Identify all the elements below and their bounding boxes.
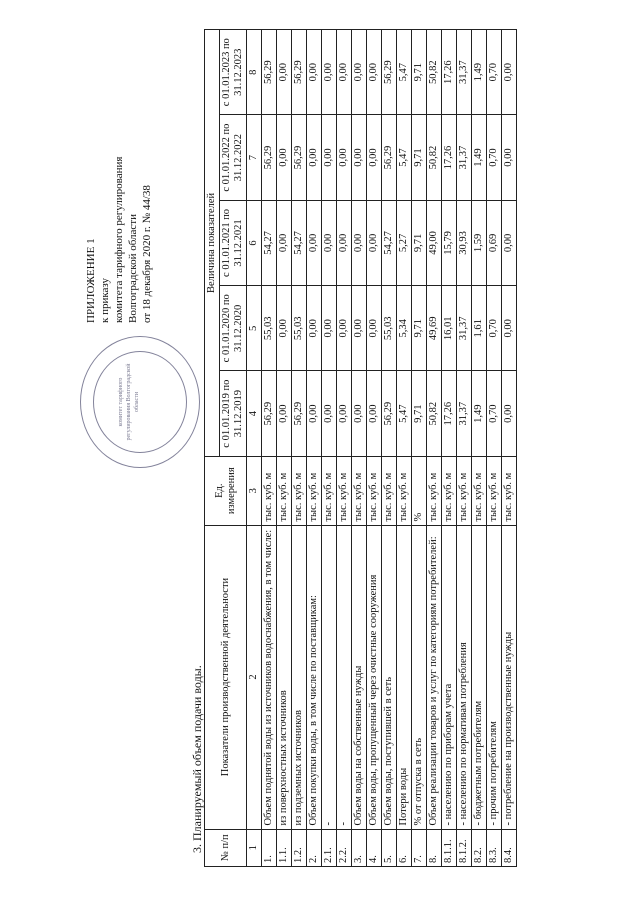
row-indicator: - прочим потребителям [487,525,502,829]
row-number: 8.2. [472,829,487,866]
row-unit: тыс. куб. м [397,456,412,525]
row-indicator: Потери воды [397,525,412,829]
row-value: 0,00 [337,370,352,455]
header-period: с 01.01.2022 по 31.12.2022 [220,114,247,199]
table-row [487,29,502,866]
row-value: 54,27 [292,200,307,285]
header-period: с 01.01.2019 по 31.12.2019 [220,370,247,455]
row-indicator: Объем поднятой воды из источников водоснабжения, в том числе: [262,525,277,829]
row-value: 0,00 [367,370,382,455]
row-indicator: - потребление на производственные нужды [502,525,517,829]
header-period: с 01.01.2023 по 31.12.2023 [220,29,247,114]
row-value: 50,82 [427,370,442,455]
row-value: 1,49 [472,114,487,199]
table-header-row [205,29,220,866]
row-value: 49,00 [427,200,442,285]
row-number: 4. [367,829,382,866]
row-indicator: - бюджетным потребителям [472,525,487,829]
row-value: 5,47 [397,370,412,455]
table-row [397,29,412,866]
row-unit: % [412,456,427,525]
row-value: 56,29 [292,114,307,199]
row-value: 17,26 [442,114,457,199]
row-value: 0,00 [502,370,517,455]
row-value: 56,29 [382,370,397,455]
row-value: 9,71 [412,114,427,199]
row-unit: тыс. куб. м [292,456,307,525]
row-value: 0,00 [277,285,292,370]
row-unit: тыс. куб. м [262,456,277,525]
table-row [502,29,517,866]
row-value: 0,00 [352,370,367,455]
row-value: 0,00 [502,114,517,199]
row-value: 0,00 [277,29,292,114]
row-value: 0,00 [367,29,382,114]
index-cell: 6 [247,200,262,285]
header-values-group: Величина показателей [205,29,220,456]
row-value: 0,00 [352,285,367,370]
row-value: 54,27 [262,200,277,285]
table-row [352,29,367,866]
row-value: 9,71 [412,285,427,370]
row-unit: тыс. куб. м [427,456,442,525]
row-value: 0,00 [307,200,322,285]
index-cell: 2 [247,525,262,829]
row-indicator: Объем реализации товаров и услуг по категориям потребителей: [427,525,442,829]
header-indicator: Показатели производственной деятельности [205,525,247,829]
row-unit: тыс. куб. м [337,456,352,525]
appendix-date: от 18 декабря 2020 г. № 44/38 [141,184,153,323]
table-row [262,29,277,866]
appendix-order: к приказу [99,277,111,323]
row-value: 0,00 [307,29,322,114]
row-value: 56,29 [292,370,307,455]
row-value: 0,00 [352,200,367,285]
header-unit: Ед. измерения [205,456,247,525]
row-value: 17,26 [442,370,457,455]
row-value: 55,03 [262,285,277,370]
row-value: 56,29 [262,370,277,455]
row-number: 6. [397,829,412,866]
row-value: 9,71 [412,370,427,455]
index-cell: 8 [247,29,262,114]
table-row [472,29,487,866]
row-value: 0,00 [322,285,337,370]
row-value: 55,03 [382,285,397,370]
row-unit: тыс. куб. м [472,456,487,525]
appendix-committee: комитета тарифного регулирования [113,156,125,323]
table-row [427,29,442,866]
row-value: 0,00 [352,29,367,114]
row-number: 1. [262,829,277,866]
row-value: 0,00 [277,114,292,199]
row-value: 5,47 [397,114,412,199]
row-value: 30,93 [457,200,472,285]
index-cell: 1 [247,829,262,866]
header-period: с 01.01.2020 по 31.12.2020 [220,285,247,370]
table-row [292,29,307,866]
row-value: 0,00 [367,200,382,285]
row-number: 1.2. [292,829,307,866]
official-seal [80,336,200,468]
appendix-block [84,23,154,323]
row-value: 50,82 [427,29,442,114]
table-row [337,29,352,866]
row-value: 56,29 [262,29,277,114]
table-row [457,29,472,866]
row-value: 0,00 [502,285,517,370]
row-value: 0,00 [307,370,322,455]
row-value: 0,70 [487,370,502,455]
row-number: 8. [427,829,442,866]
row-indicator: % от отпуска в сеть [412,525,427,829]
row-value: 31,37 [457,285,472,370]
row-value: 0,00 [502,200,517,285]
row-value: 0,00 [322,370,337,455]
row-indicator: из поверхностных источников [277,525,292,829]
table-row [277,29,292,866]
row-value: 0,00 [322,29,337,114]
row-indicator: Объем воды на собственные нужды [352,525,367,829]
row-value: 56,29 [262,114,277,199]
table-row [307,29,322,866]
table-row [367,29,382,866]
header-period: с 01.01.2021 по 31.12.2021 [220,200,247,285]
row-value: 1,59 [472,200,487,285]
row-number: 2. [307,829,322,866]
row-indicator: из подземных источников [292,525,307,829]
seal-text: комитет тарифного регулирования Волгоградской области [118,362,140,441]
row-value: 9,71 [412,29,427,114]
row-value: 56,29 [292,29,307,114]
row-value: 5,47 [397,29,412,114]
row-value: 0,69 [487,200,502,285]
row-unit: тыс. куб. м [322,456,337,525]
row-unit: тыс. куб. м [367,456,382,525]
appendix-region: Волгоградской области [127,213,139,323]
row-value: 0,00 [277,370,292,455]
row-unit: тыс. куб. м [352,456,367,525]
header-num: № п/п [205,829,247,866]
water-supply-table [204,29,517,867]
table-row [382,29,397,866]
row-value: 56,29 [382,29,397,114]
row-value: 31,37 [457,114,472,199]
row-indicator: Объем покупки воды, в том числе по поставщикам: [307,525,322,829]
row-unit: тыс. куб. м [382,456,397,525]
row-value: 15,79 [442,200,457,285]
row-unit: тыс. куб. м [277,456,292,525]
row-value: 54,27 [382,200,397,285]
row-indicator: - населению по нормативам потребления [457,525,472,829]
row-value: 0,70 [487,29,502,114]
row-indicator: - [337,525,352,829]
row-value: 0,00 [277,200,292,285]
row-value: 0,00 [337,200,352,285]
index-cell: 5 [247,285,262,370]
row-number: 5. [382,829,397,866]
row-value: 16,01 [442,285,457,370]
row-value: 0,00 [322,114,337,199]
row-value: 1,61 [472,285,487,370]
row-value: 0,00 [502,29,517,114]
index-cell: 3 [247,456,262,525]
row-indicator: Объем воды, пропущенный через очистные сооружения [367,525,382,829]
row-indicator: Объем воды, поступившей в сеть [382,525,397,829]
row-indicator: - [322,525,337,829]
row-number: 8.4. [502,829,517,866]
row-value: 0,00 [352,114,367,199]
row-value: 0,70 [487,285,502,370]
row-number: 3. [352,829,367,866]
row-value: 5,34 [397,285,412,370]
row-number: 2.2. [337,829,352,866]
row-value: 0,00 [337,114,352,199]
table-row [412,29,427,866]
row-unit: тыс. куб. м [307,456,322,525]
row-unit: тыс. куб. м [457,456,472,525]
row-indicator: - населению по приборам учета [442,525,457,829]
row-number: 8.3. [487,829,502,866]
row-value: 9,71 [412,200,427,285]
row-unit: тыс. куб. м [487,456,502,525]
document-page [80,23,560,883]
row-number: 7. [412,829,427,866]
row-value: 0,00 [337,285,352,370]
row-number: 8.1.2. [457,829,472,866]
row-value: 0,00 [337,29,352,114]
index-cell: 7 [247,114,262,199]
row-value: 0,00 [322,200,337,285]
row-value: 55,03 [292,285,307,370]
index-cell: 4 [247,370,262,455]
table-body [262,29,517,866]
table-index-row [247,29,262,866]
row-value: 0,00 [367,114,382,199]
row-number: 8.1.1. [442,829,457,866]
table-row [322,29,337,866]
row-value: 31,37 [457,29,472,114]
row-value: 0,00 [307,114,322,199]
row-value: 31,37 [457,370,472,455]
row-value: 56,29 [382,114,397,199]
row-unit: тыс. куб. м [442,456,457,525]
row-value: 1,49 [472,370,487,455]
row-value: 1,49 [472,29,487,114]
row-value: 49,69 [427,285,442,370]
row-unit: тыс. куб. м [502,456,517,525]
row-value: 0,70 [487,114,502,199]
appendix-title: ПРИЛОЖЕНИЕ 1 [85,237,97,323]
row-number: 2.1. [322,829,337,866]
row-value: 17,26 [442,29,457,114]
row-value: 50,82 [427,114,442,199]
section-title: 3. Планируемый объем подачи воды. [190,664,204,853]
table-row [442,29,457,866]
row-number: 1.1. [277,829,292,866]
row-value: 5,27 [397,200,412,285]
row-value: 0,00 [367,285,382,370]
row-value: 0,00 [307,285,322,370]
